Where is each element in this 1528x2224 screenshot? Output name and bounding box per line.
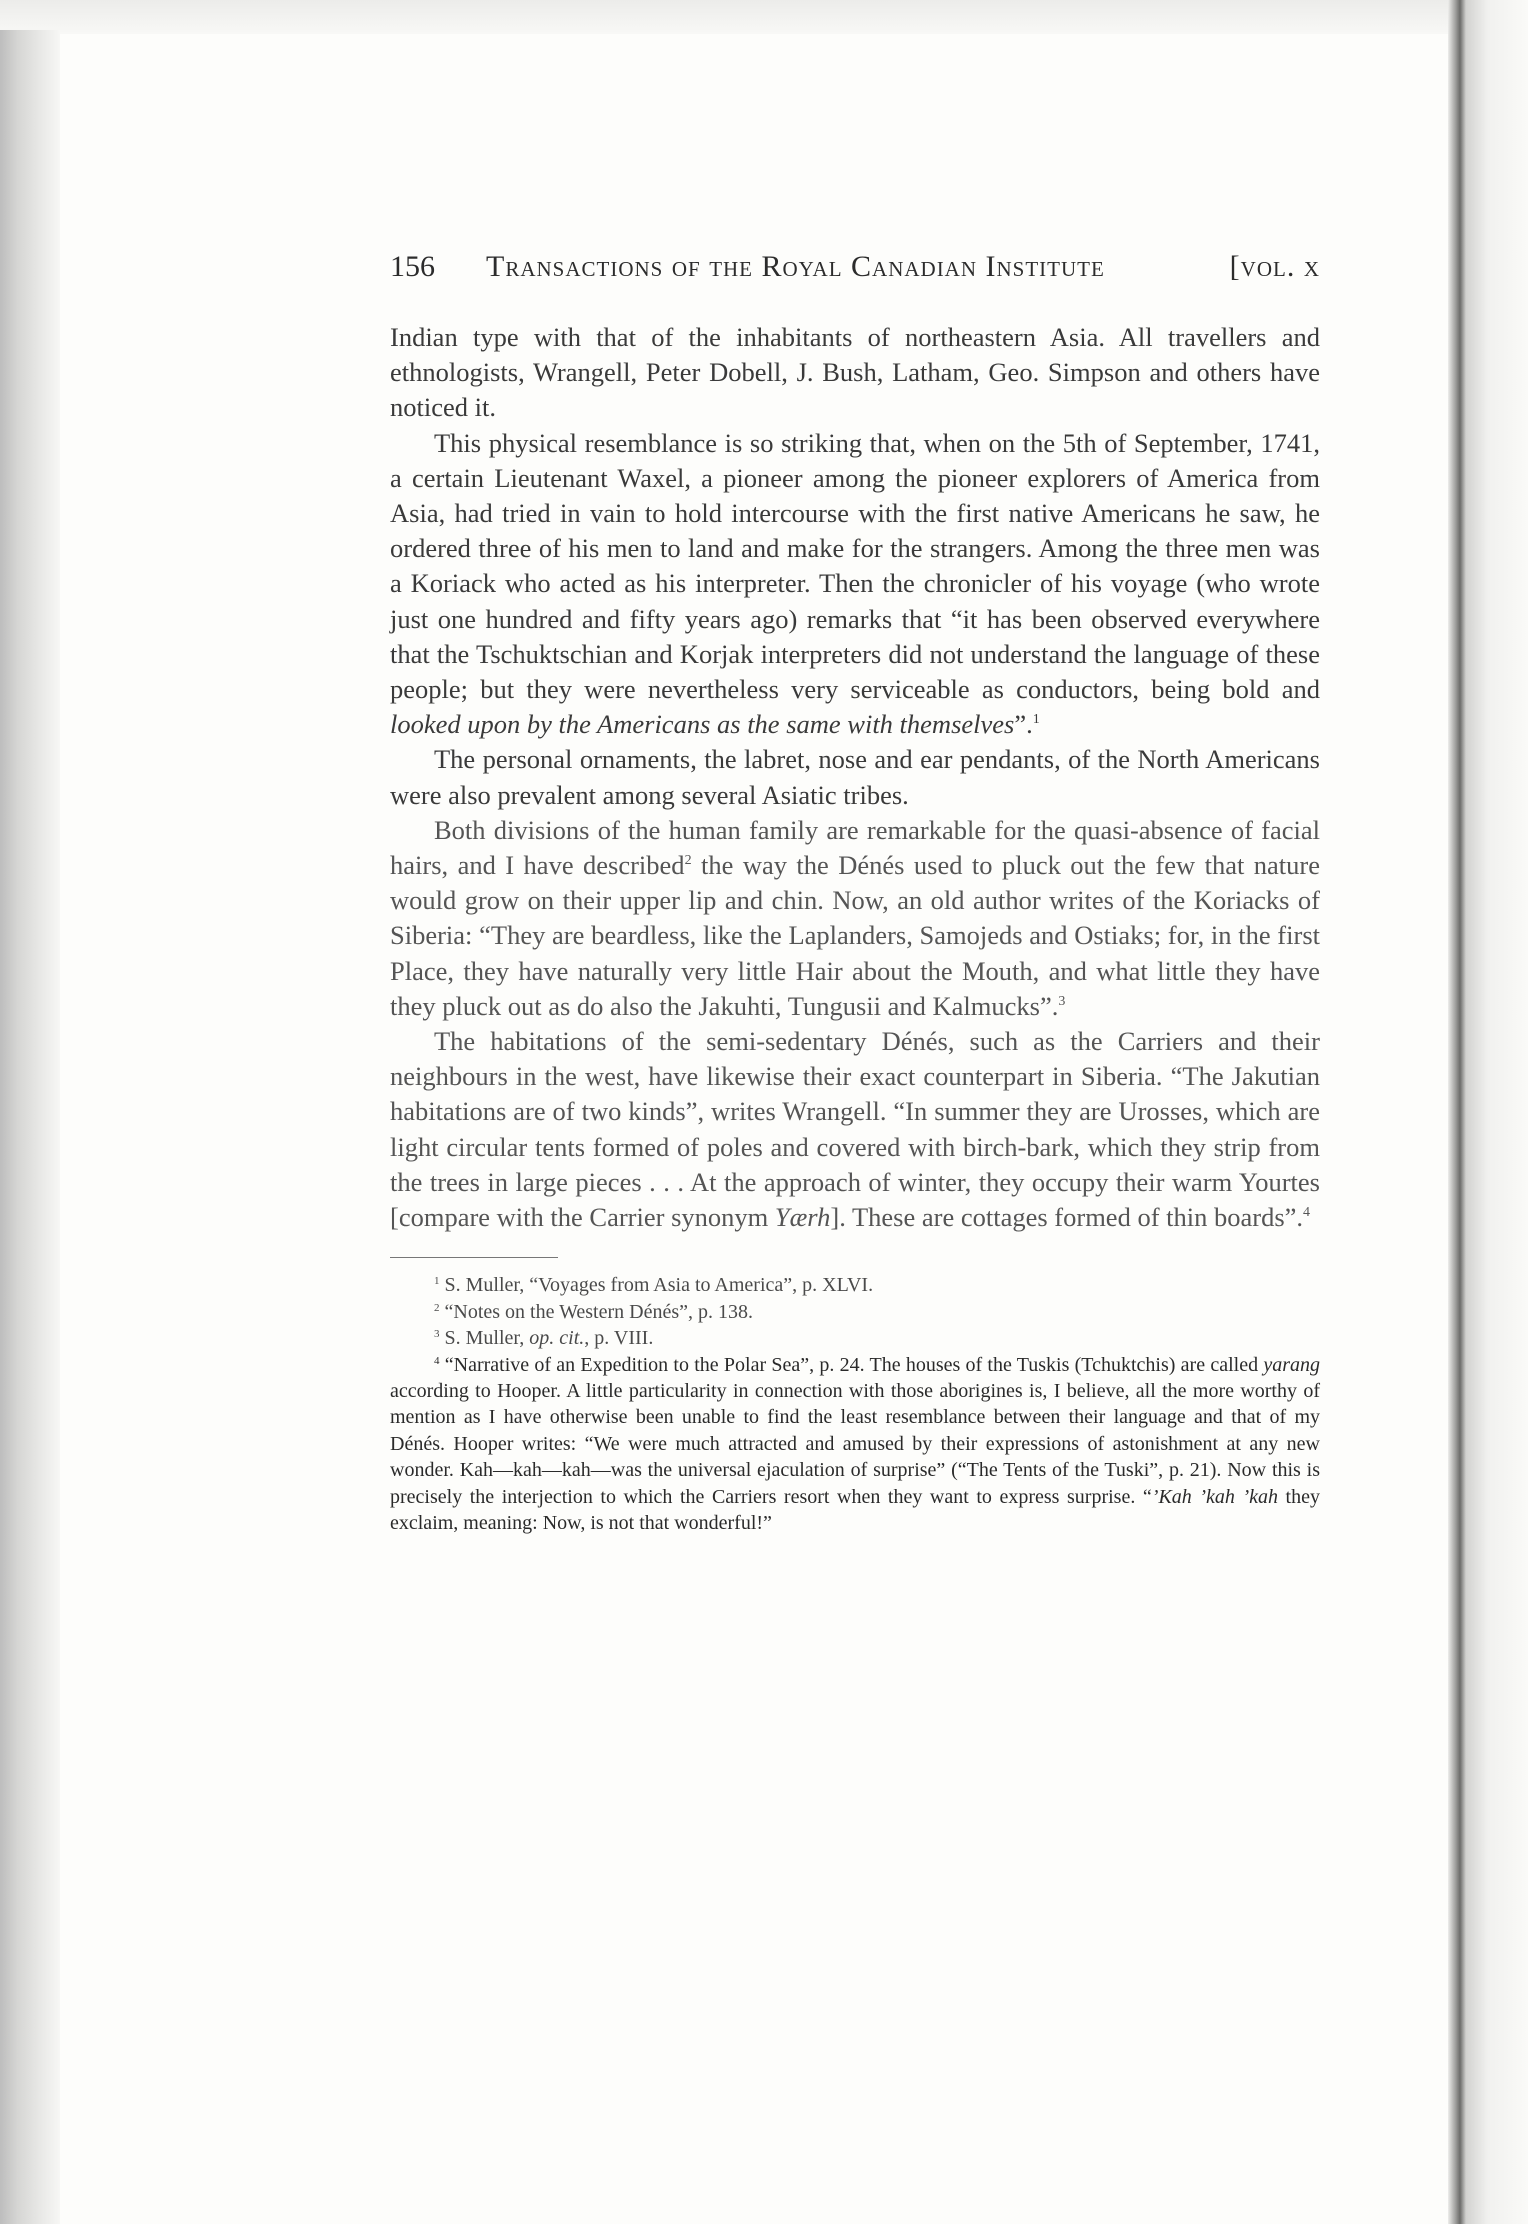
footnote bbox=[390, 1352, 1320, 1537]
paragraph bbox=[390, 426, 1320, 743]
text-run: The personal ornaments, the labret, nose and ear pendants, of the North Americans were also prevalent among several Asiatic tribes. bbox=[390, 744, 1320, 810]
footnote-marker: 2 bbox=[434, 1301, 440, 1314]
page-left-edge bbox=[0, 30, 60, 2224]
paragraph bbox=[390, 1024, 1320, 1235]
text-run: “Narrative of an Expedition to the Polar Sea”, p. 24. The houses of the Tuskis (Tchuktchis) are called bbox=[439, 1353, 1264, 1376]
footnote-marker: 3 bbox=[1058, 993, 1066, 1009]
footnotes bbox=[390, 1272, 1320, 1536]
text-run: S. Muller, “Voyages from Asia to America”, p. XLVI. bbox=[439, 1274, 874, 1297]
italic-text: ’Kah ’kah ’kah bbox=[1151, 1485, 1278, 1508]
italic-text: op. cit. bbox=[529, 1327, 585, 1350]
text-run: Indian type with that of the inhabitants of northeastern Asia. All travellers and ethnologists, Wrangell, Peter Dobell, J. Bush, Latham, Geo. Simpson and others have noticed it. bbox=[390, 322, 1320, 423]
text-run: Both divisions of the human family are remarkable for the quasi-absence of facial hairs, and I have described bbox=[390, 814, 1320, 881]
page-number: 156 bbox=[390, 250, 435, 283]
italic-text: Yærh bbox=[774, 1202, 831, 1233]
footnote-marker: 1 bbox=[434, 1275, 440, 1288]
text-run: according to Hooper. A little particularity in connection with those aborigines is, I believe, all the more worthy of mention as I have otherwise been unable to find the least resemblance between their language and that of my Dénés. Hooper writes: “We were much attracted and amused by their expressions of astonishment at any new wonder. Kah—kah—kah—was the universal ejaculation of surprise” (“The Tents of the Tuski”, p. 21). Now this is precisely the interjection to which the Carriers resort when they want to express surprise. “ bbox=[390, 1379, 1320, 1508]
text-run: the way the Dénés used to pluck out the few that nature would grow on their upper lip and chin. Now, an old author writes of the Koriacks of Siberia: “They are beardless, like the Laplanders, Samojeds and Ostiaks; for, in the first Place, they have naturally very little Hair about the Mouth, and what little they have they pluck out as do also the Jakuhti, Tungusii and Kalmucks”. bbox=[390, 850, 1320, 1021]
text-run: S. Muller, bbox=[439, 1327, 530, 1350]
volume-label: [vol. x bbox=[1229, 250, 1320, 283]
body-text bbox=[390, 320, 1320, 1235]
italic-text: yarang bbox=[1263, 1353, 1320, 1376]
footnote bbox=[390, 1299, 1320, 1325]
book-page bbox=[390, 250, 1320, 1536]
footnote-marker: 3 bbox=[434, 1328, 440, 1341]
text-run: they exclaim, meaning: Now, is not that wonderful!” bbox=[390, 1485, 1320, 1534]
text-run: ”. bbox=[1014, 709, 1033, 740]
italic-text: looked upon by the Americans as the same with themselves bbox=[390, 709, 1015, 740]
footnote-marker: 2 bbox=[684, 853, 692, 869]
footnote bbox=[390, 1325, 1320, 1351]
footnote-marker: 4 bbox=[434, 1354, 440, 1367]
footnote bbox=[390, 1272, 1320, 1298]
page-top-edge bbox=[0, 0, 1528, 34]
text-run: “Notes on the Western Dénés”, p. 138. bbox=[439, 1300, 753, 1323]
facing-page-edge bbox=[1448, 0, 1528, 2224]
footnote-marker: 1 bbox=[1032, 712, 1040, 728]
journal-title: Transactions of the Royal Canadian Institute bbox=[486, 250, 1105, 283]
running-head bbox=[390, 250, 1320, 294]
text-run: The habitations of the semi-sedentary Dénés, such as the Carriers and their neighbours in the west, have likewise their exact counterpart in Siberia. “The Jakutian habitations are of two kinds”, writes Wrangell. “In summer they are Urosses, which are light circular tents formed of poles and covered with birch-bark, which they strip from the trees in large pieces . . . At the approach of winter, they occupy their warm Yourtes [compare with the Carrier synonym bbox=[390, 1026, 1320, 1233]
text-run: , p. VIII. bbox=[584, 1327, 654, 1350]
paragraph bbox=[390, 742, 1320, 812]
paragraph bbox=[390, 320, 1320, 426]
footnote-marker: 4 bbox=[1303, 1205, 1311, 1221]
text-run: This physical resemblance is so striking that, when on the 5th of September, 1741, a certain Lieutenant Waxel, a pioneer among the pioneer explorers of America from Asia, had tried in vain to hold intercourse with the first native Americans he saw, he ordered three of his men to land and make for the strangers. Among the three men was a Koriack who acted as his interpreter. Then the chronicler of his voyage (who wrote just one hundred and fifty years ago) remarks that “it has been observed everywhere that the Tschuktschian and Korjak interpreters did not understand the language of these people; but they were nevertheless very serviceable as conductors, being bold and bbox=[390, 427, 1320, 705]
footnote-rule bbox=[390, 1257, 558, 1258]
text-run: ]. These are cottages formed of thin boards”. bbox=[830, 1202, 1304, 1233]
paragraph bbox=[390, 813, 1320, 1024]
